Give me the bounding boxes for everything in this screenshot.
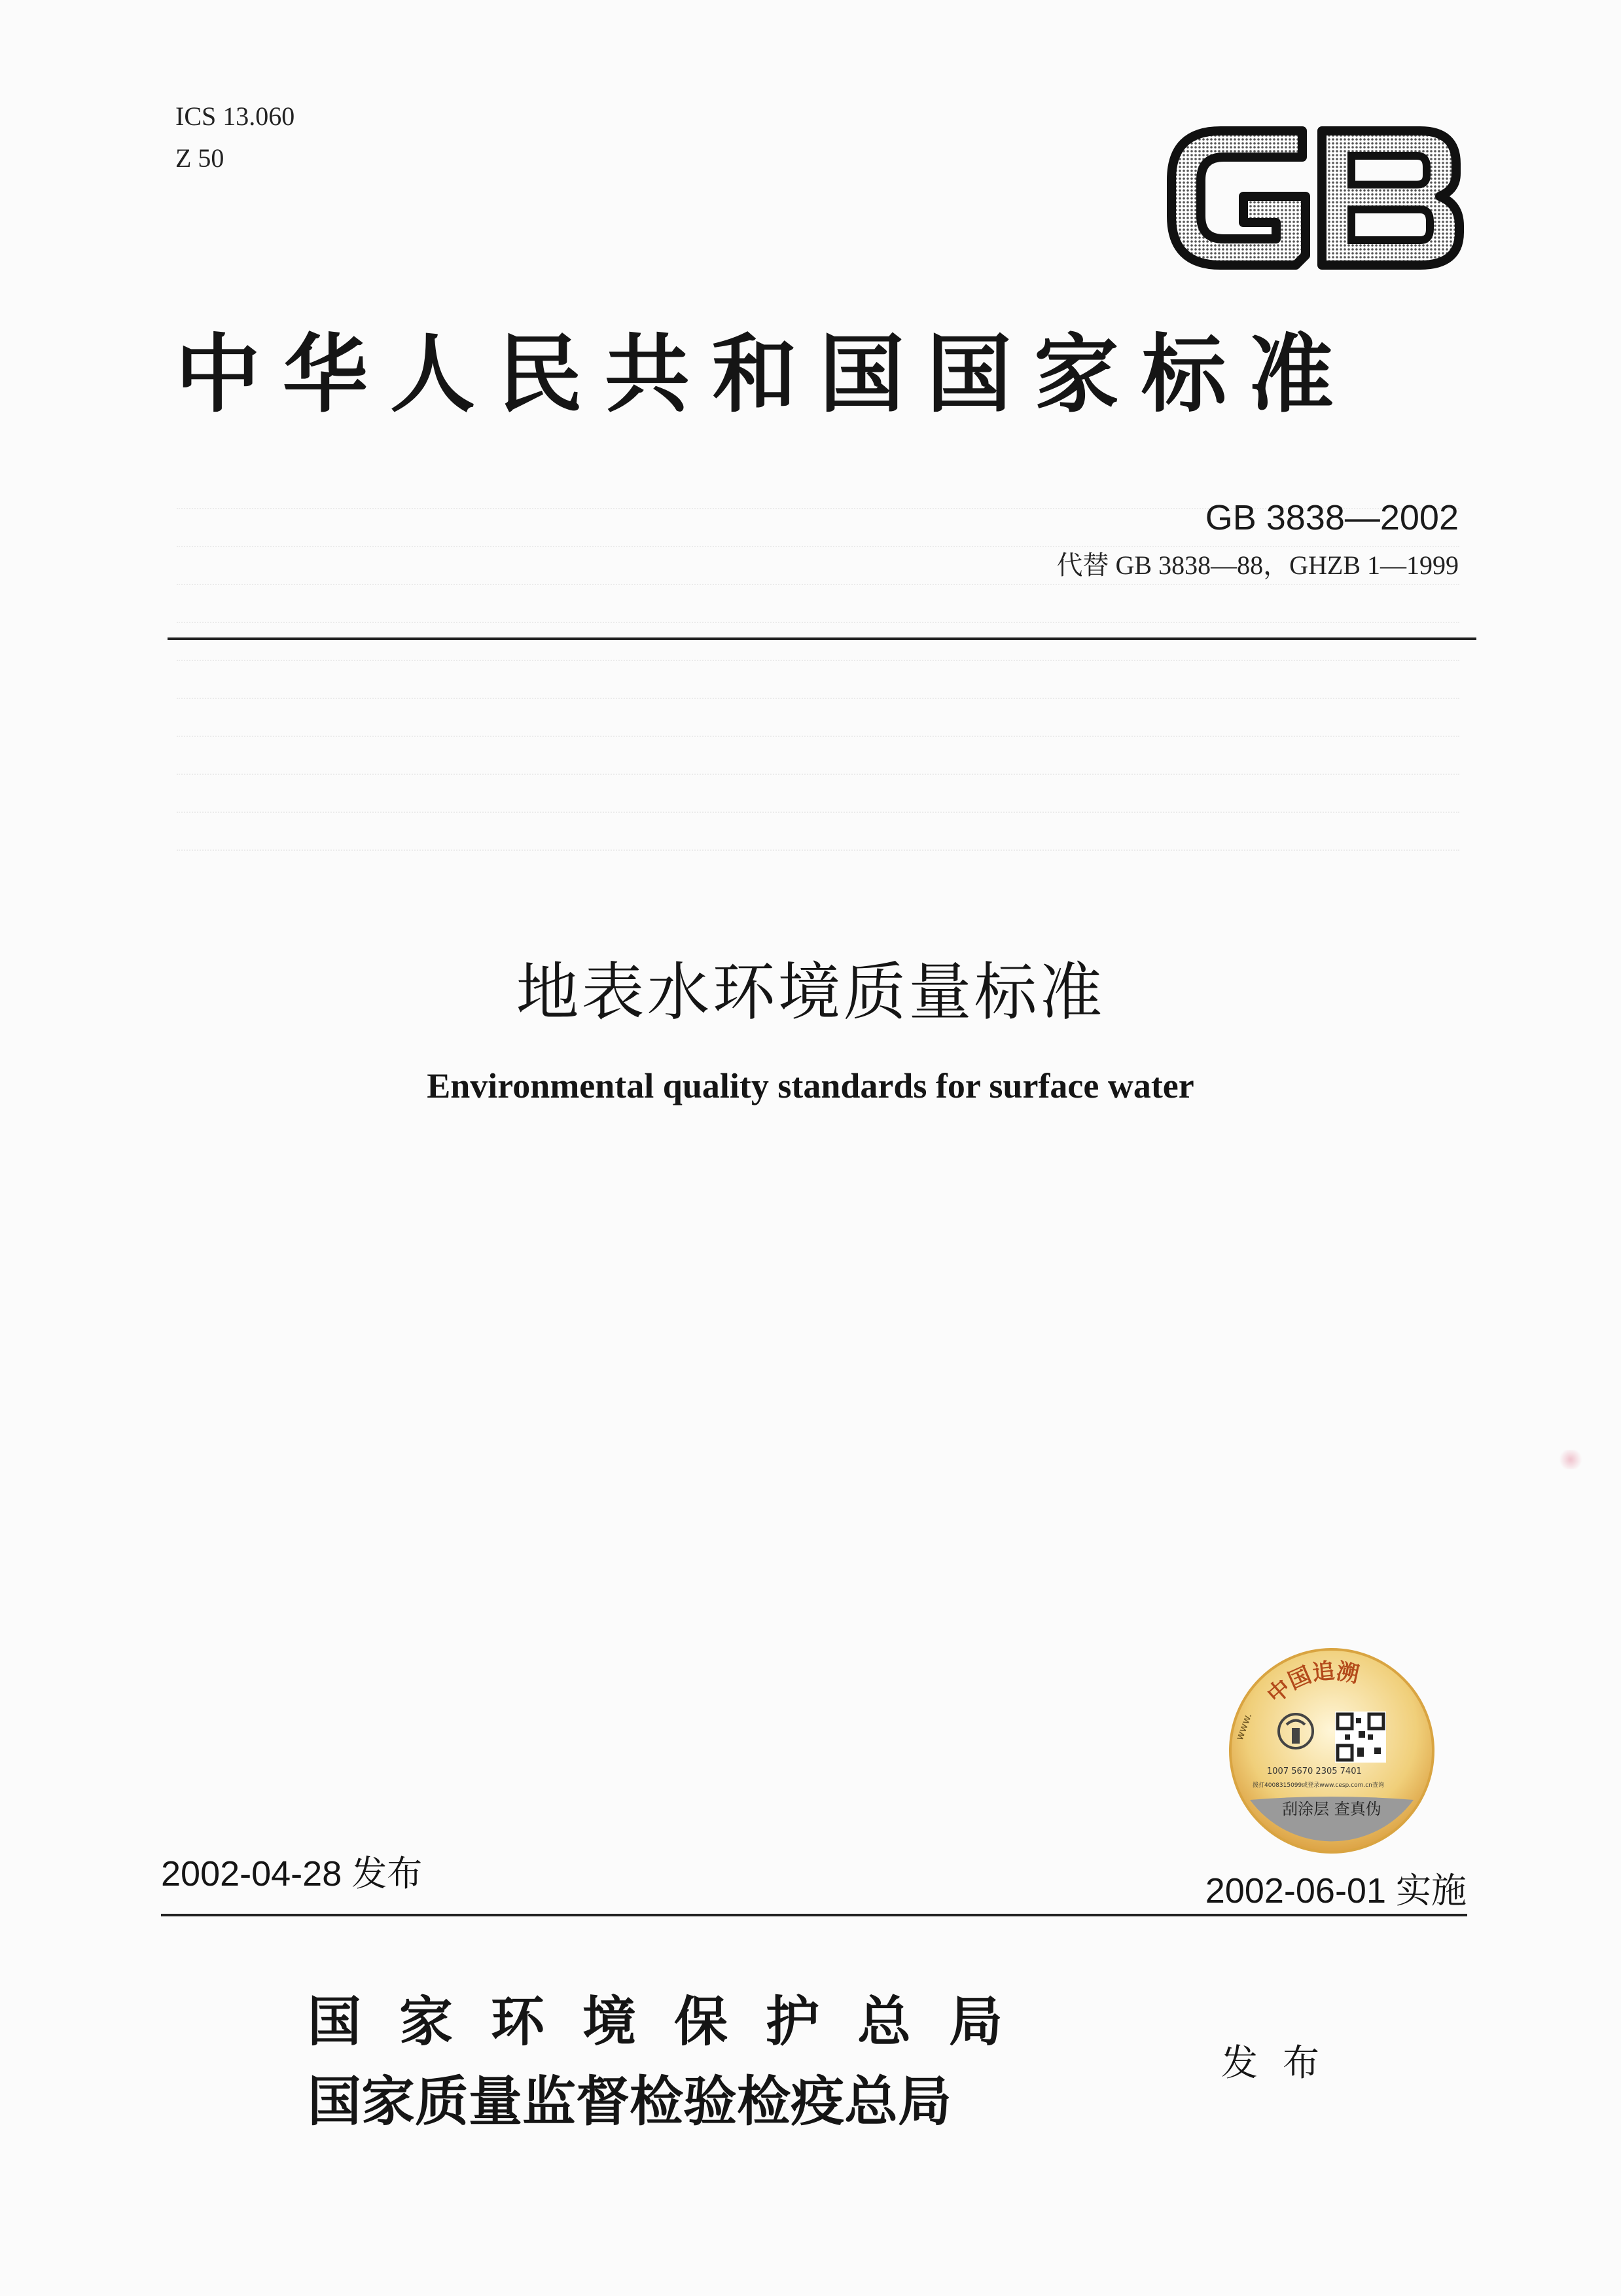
qr-code-icon: [1335, 1712, 1386, 1763]
replaces-standards: 代替 GB 3838—88，GHZB 1—1999: [1056, 550, 1459, 580]
ccs-code: Z 50: [175, 143, 224, 173]
document-title-chinese: 地表水环境质量标准: [516, 956, 1105, 1029]
seal-code-line: 1007 5670 2305 7401: [1267, 1767, 1362, 1776]
footer-divider: [161, 1914, 1467, 1916]
seal-side-text: www.: [1232, 1711, 1255, 1742]
header-divider: [168, 637, 1476, 640]
national-standard-heading: 中华人民共和国国家标准: [175, 324, 1357, 424]
implement-date: 2002-06-01 实施: [1205, 1871, 1467, 1910]
seal-scratch-label: 刮涂层 查真伪: [1282, 1800, 1381, 1818]
seal-arc-text: 中国追溯: [1262, 1657, 1362, 1709]
issuer-quality-supervision: 国家质量监督检验检疫总局: [308, 2070, 952, 2133]
classification-codes: [175, 96, 294, 179]
document-title-english: Environmental quality standards for surface water: [427, 1066, 1194, 1105]
seal-url-line: 拨打4008315099或登录www.cesp.com.cn查询: [1253, 1782, 1384, 1789]
publish-date: 2002-04-28 发布: [161, 1854, 423, 1893]
anti-counterfeit-seal: [1224, 1643, 1440, 1859]
paper-speck: [1558, 1450, 1584, 1469]
standard-number: GB 3838—2002: [1205, 498, 1459, 537]
issue-label: 发布: [1221, 2042, 1344, 2085]
ics-code: ICS 13.060: [175, 101, 295, 131]
gb-logo: [1158, 118, 1472, 275]
issuer-environmental-protection: 国家环境保护总局: [308, 1990, 1041, 2053]
